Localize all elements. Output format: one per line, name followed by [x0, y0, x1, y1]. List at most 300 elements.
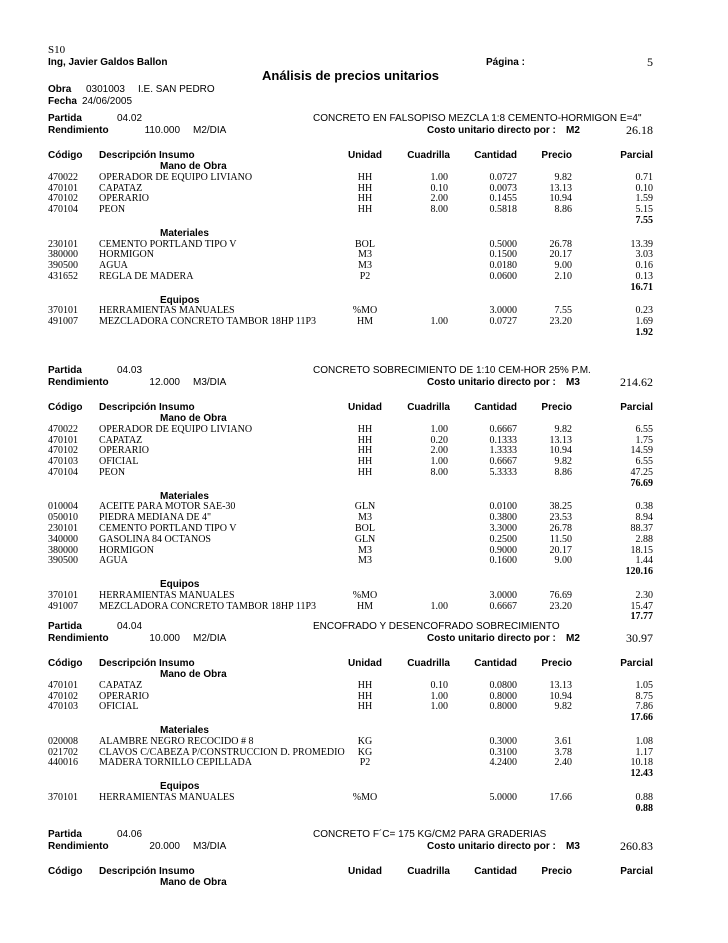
cell-cantidad: 0.0073 — [489, 182, 517, 194]
col-cuadrilla: Cuadrilla — [407, 866, 450, 877]
rendimiento-label: Rendimiento — [48, 125, 109, 136]
cell-unidad: HH — [357, 182, 373, 194]
cell-descripcion: HORMIGON — [99, 544, 154, 556]
col-cantidad: Cantidad — [474, 150, 517, 161]
partida-label: Partida — [48, 621, 82, 632]
table-row — [0, 172, 728, 183]
table-row — [0, 512, 728, 523]
cell-unidad: HH — [357, 171, 373, 183]
cell-cantidad: 0.6667 — [489, 600, 517, 612]
cell-descripcion: PEON — [99, 204, 126, 216]
partida-description: CONCRETO SOBRECIMIENTO DE 1:10 CEM-HOR 25% P.M. — [313, 365, 591, 376]
cell-unidad: %MO — [352, 589, 378, 601]
cell-cantidad: 5.3333 — [489, 467, 517, 478]
table-row — [0, 757, 728, 768]
cell-parcial: 0.71 — [635, 171, 653, 183]
cell-codigo: 470104 — [48, 204, 78, 216]
cell-codigo: 431652 — [48, 271, 78, 282]
cell-descripcion: CEMENTO PORTLAND TIPO V — [99, 523, 237, 534]
group-title: Mano de Obra — [160, 413, 227, 424]
cell-cantidad: 0.3800 — [489, 512, 517, 524]
cell-descripcion: OPERARIO — [99, 193, 150, 205]
cell-precio: 76.69 — [549, 589, 572, 601]
cell-codigo: 440016 — [48, 757, 78, 769]
table-row — [0, 271, 728, 282]
cell-descripcion: OPERARIO — [99, 690, 150, 702]
partida-code: 04.02 — [117, 113, 143, 124]
cell-cantidad: 0.0727 — [489, 171, 517, 183]
cell-parcial: 1.44 — [635, 555, 653, 567]
cell-unidad: P2 — [359, 757, 371, 769]
group-title: Materiales — [160, 490, 209, 502]
table-row — [0, 601, 728, 612]
partida-code: 04.06 — [117, 829, 143, 840]
table-row — [0, 534, 728, 545]
cell-precio: 20.17 — [549, 249, 572, 261]
cell-unidad: P2 — [359, 271, 371, 282]
cell-cuadrilla: 2.00 — [430, 193, 448, 205]
cell-codigo: 370101 — [48, 305, 78, 317]
table-row — [0, 305, 728, 316]
cell-parcial: 8.94 — [635, 512, 653, 524]
col-cuadrilla: Cuadrilla — [407, 658, 450, 669]
cell-unidad: GLN — [354, 533, 376, 545]
table-row — [0, 545, 728, 556]
cell-cuadrilla: 8.00 — [430, 467, 448, 478]
group-subtotal: 120.16 — [625, 566, 653, 578]
obra-label: Obra — [48, 84, 72, 95]
cell-cantidad: 3.0000 — [489, 305, 517, 317]
cell-precio: 3.78 — [554, 746, 572, 758]
cell-precio: 23.20 — [549, 316, 572, 328]
cell-unidad: HH — [357, 434, 373, 446]
table-row — [0, 239, 728, 250]
cell-descripcion: GASOLINA 84 OCTANOS — [99, 533, 211, 545]
table-row — [0, 183, 728, 194]
partida-description: ENCOFRADO Y DESENCOFRADO SOBRECIMIENTO — [313, 621, 560, 632]
col-parcial: Parcial — [620, 402, 653, 413]
cell-parcial: 0.16 — [635, 260, 653, 272]
cell-parcial: 88.37 — [630, 523, 653, 534]
cell-codigo: 470101 — [48, 434, 78, 446]
cell-parcial: 2.88 — [635, 533, 653, 545]
rendimiento-value: 110.000 — [144, 125, 180, 136]
cell-precio: 9.00 — [554, 260, 572, 272]
costo-label: Costo unitario directo por : — [427, 377, 556, 388]
cell-unidad: HH — [357, 679, 373, 691]
table-row — [0, 435, 728, 446]
cell-unidad: HH — [357, 456, 373, 468]
table-row — [0, 792, 728, 803]
cell-cuadrilla: 1.00 — [430, 171, 448, 183]
fecha-value: 24/06/2005 — [82, 96, 133, 107]
rendimiento-unit: M2/DIA — [193, 633, 227, 644]
col-unidad: Unidad — [348, 402, 382, 413]
cell-parcial: 8.75 — [635, 690, 653, 702]
cell-parcial: 0.38 — [635, 501, 653, 513]
cell-parcial: 6.55 — [635, 456, 653, 468]
cell-cantidad: 0.0180 — [489, 260, 517, 272]
cell-precio: 2.10 — [554, 271, 572, 282]
cell-precio: 23.20 — [549, 600, 572, 612]
cell-descripcion: ACEITE PARA MOTOR SAE-30 — [99, 501, 236, 513]
cell-descripcion: REGLA DE MADERA — [99, 271, 194, 282]
partida-code: 04.03 — [117, 365, 143, 376]
table-row — [0, 260, 728, 271]
cell-descripcion: CAPATAZ — [99, 679, 143, 691]
cell-unidad: M3 — [358, 249, 372, 261]
col-cuadrilla: Cuadrilla — [407, 402, 450, 413]
cell-parcial: 0.10 — [635, 182, 653, 194]
cell-codigo: 230101 — [48, 523, 78, 534]
table-row — [0, 691, 728, 702]
group-title: Equipos — [160, 781, 200, 792]
cell-unidad: HH — [357, 467, 373, 478]
rendimiento-unit: M3/DIA — [193, 841, 227, 852]
cell-cuadrilla: 0.10 — [430, 679, 448, 691]
cell-unidad: KG — [357, 735, 373, 747]
costo-label: Costo unitario directo por : — [427, 841, 556, 852]
cell-cantidad: 3.0000 — [489, 589, 517, 601]
cell-parcial: 7.86 — [635, 701, 653, 713]
cell-parcial: 0.88 — [635, 791, 653, 803]
page-number: 5 — [647, 55, 653, 69]
cell-unidad: M3 — [358, 260, 372, 272]
table-row — [0, 501, 728, 512]
cell-descripcion: MEZCLADORA CONCRETO TAMBOR 18HP 11P3 — [99, 600, 317, 612]
costo-unit: M3 — [566, 841, 580, 852]
table-row — [0, 204, 728, 215]
cell-descripcion: AGUA — [99, 555, 128, 567]
cell-descripcion: AGUA — [99, 260, 128, 272]
group-subtotal: 76.69 — [630, 477, 653, 489]
cell-cantidad: 0.5000 — [489, 238, 517, 250]
cell-parcial: 10.18 — [630, 757, 653, 769]
cell-parcial: 47.25 — [630, 467, 653, 478]
col-descripcion: Descripción Insumo — [99, 402, 195, 413]
partida-code: 04.04 — [117, 621, 143, 632]
partida-label: Partida — [48, 365, 82, 376]
cell-parcial: 1.08 — [635, 735, 653, 747]
cell-descripcion: OFICIAL — [99, 701, 139, 713]
cell-precio: 13.13 — [549, 182, 572, 194]
column-header — [0, 402, 728, 414]
cell-precio: 2.40 — [554, 757, 572, 769]
rendimiento-value: 10.000 — [149, 633, 180, 644]
costo-label: Costo unitario directo por : — [427, 633, 556, 644]
cell-precio: 10.94 — [549, 445, 572, 457]
cell-parcial: 6.55 — [635, 423, 653, 435]
cell-precio: 13.13 — [549, 434, 572, 446]
cell-cuadrilla: 2.00 — [430, 445, 448, 457]
cell-precio: 11.50 — [549, 533, 572, 545]
cell-unidad: KG — [357, 746, 373, 758]
cell-precio: 23.53 — [549, 512, 572, 524]
table-row — [0, 701, 728, 712]
cell-precio: 9.82 — [554, 456, 572, 468]
cell-unidad: M3 — [358, 555, 372, 567]
cell-codigo: 050010 — [48, 512, 78, 524]
col-parcial: Parcial — [620, 658, 653, 669]
cell-cuadrilla: 8.00 — [430, 204, 448, 216]
cell-descripcion: OFICIAL — [99, 456, 139, 468]
group-subtotal: 7.55 — [635, 215, 653, 226]
cell-unidad: %MO — [352, 305, 378, 317]
cell-descripcion: CAPATAZ — [99, 182, 143, 194]
cell-cantidad: 0.0800 — [489, 679, 517, 691]
fecha-label: Fecha — [48, 96, 77, 107]
cell-precio: 26.78 — [549, 523, 572, 534]
rendimiento-label: Rendimiento — [48, 841, 109, 852]
table-row — [0, 523, 728, 534]
cell-cuadrilla: 1.00 — [430, 690, 448, 702]
group-subtotal: 1.92 — [635, 327, 653, 338]
cell-codigo: 380000 — [48, 544, 78, 556]
cell-descripcion: CAPATAZ — [99, 434, 143, 446]
cell-codigo: 010004 — [48, 501, 78, 513]
cell-precio: 8.86 — [554, 467, 572, 478]
column-header — [0, 658, 728, 670]
cell-codigo: 230101 — [48, 238, 78, 250]
partida-description: CONCRETO F´C= 175 KG/CM2 PARA GRADERIAS — [313, 829, 547, 840]
col-parcial: Parcial — [620, 866, 653, 877]
group-title: Mano de Obra — [160, 877, 227, 888]
costo-value: 260.83 — [620, 839, 653, 853]
cell-parcial: 15.47 — [630, 600, 653, 612]
cell-codigo: 470103 — [48, 456, 78, 468]
cell-precio: 9.00 — [554, 555, 572, 567]
group-subtotal: 12.43 — [630, 768, 653, 780]
cell-precio: 3.61 — [554, 735, 572, 747]
col-descripcion: Descripción Insumo — [99, 658, 195, 669]
cell-parcial: 0.13 — [635, 271, 653, 282]
cell-descripcion: OPERARIO — [99, 445, 150, 457]
column-header — [0, 866, 728, 878]
cell-unidad: HM — [356, 600, 374, 612]
page-title: Análisis de precios unitarios — [262, 68, 439, 83]
cell-parcial: 1.75 — [635, 434, 653, 446]
cell-cuadrilla: 1.00 — [430, 316, 448, 328]
cell-codigo: 470022 — [48, 171, 78, 183]
cell-precio: 9.82 — [554, 423, 572, 435]
cell-descripcion: HERRAMIENTAS MANUALES — [99, 589, 235, 601]
cell-precio: 9.82 — [554, 171, 572, 183]
cell-cantidad: 1.3333 — [489, 445, 517, 457]
cell-codigo: 380000 — [48, 249, 78, 261]
table-row — [0, 424, 728, 435]
cell-codigo: 470101 — [48, 182, 78, 194]
cell-cantidad: 0.0727 — [489, 316, 517, 328]
cell-unidad: HH — [357, 701, 373, 713]
cell-unidad: BOL — [355, 523, 375, 534]
cell-cuadrilla: 1.00 — [430, 600, 448, 612]
cell-cantidad: 0.6667 — [489, 423, 517, 435]
cell-codigo: 470022 — [48, 423, 78, 435]
col-descripcion: Descripción Insumo — [99, 866, 195, 877]
cell-cuadrilla: 0.10 — [430, 182, 448, 194]
group-subtotal: 16.71 — [630, 281, 653, 293]
cell-codigo: 021702 — [48, 746, 78, 758]
cell-unidad: GLN — [354, 501, 376, 513]
col-precio: Precio — [541, 402, 572, 413]
obra-code: 0301003 — [86, 84, 125, 95]
rendimiento-value: 20.000 — [149, 841, 180, 852]
table-row — [0, 193, 728, 204]
rendimiento-value: 12.000 — [149, 377, 180, 388]
cell-cantidad: 0.0100 — [489, 501, 517, 513]
cell-codigo: 470102 — [48, 193, 78, 205]
table-row — [0, 736, 728, 747]
col-parcial: Parcial — [620, 150, 653, 161]
group-title: Mano de Obra — [160, 161, 227, 172]
col-precio: Precio — [541, 866, 572, 877]
cell-cantidad: 0.1455 — [489, 193, 517, 205]
cell-codigo: 491007 — [48, 600, 78, 612]
cell-parcial: 1.69 — [635, 316, 653, 328]
cell-parcial: 13.39 — [630, 238, 653, 250]
cell-codigo: 340000 — [48, 533, 78, 545]
col-precio: Precio — [541, 150, 572, 161]
cell-unidad: HH — [357, 204, 373, 216]
table-row — [0, 680, 728, 691]
cell-unidad: HH — [357, 690, 373, 702]
partida-description: CONCRETO EN FALSOPISO MEZCLA 1:8 CEMENTO-HORMIGON E=4" — [313, 113, 642, 124]
cell-descripcion: HERRAMIENTAS MANUALES — [99, 305, 235, 317]
cell-parcial: 2.30 — [635, 589, 653, 601]
costo-label: Costo unitario directo por : — [427, 125, 556, 136]
cell-parcial: 1.05 — [635, 679, 653, 691]
cell-cantidad: 0.0600 — [489, 271, 517, 282]
group-title: Materiales — [160, 725, 209, 736]
cell-cantidad: 0.8000 — [489, 690, 517, 702]
cell-cuadrilla: 1.00 — [430, 701, 448, 713]
cell-unidad: HH — [357, 445, 373, 457]
cell-cantidad: 0.1333 — [489, 434, 517, 446]
col-cantidad: Cantidad — [474, 658, 517, 669]
group-title: Mano de Obra — [160, 669, 227, 680]
cell-descripcion: PEON — [99, 467, 126, 478]
cell-cuadrilla: 1.00 — [430, 456, 448, 468]
cell-codigo: 390500 — [48, 260, 78, 272]
cell-unidad: HH — [357, 193, 373, 205]
cell-unidad: BOL — [355, 238, 375, 250]
cell-cantidad: 5.0000 — [489, 791, 517, 803]
group-title: Equipos — [160, 579, 200, 590]
col-unidad: Unidad — [348, 150, 382, 161]
cell-parcial: 1.59 — [635, 193, 653, 205]
col-codigo: Código — [48, 866, 83, 877]
cell-descripcion: MEZCLADORA CONCRETO TAMBOR 18HP 11P3 — [99, 316, 317, 328]
cell-cuadrilla: 0.20 — [430, 434, 448, 446]
cell-unidad: HM — [356, 316, 374, 328]
cell-precio: 10.94 — [549, 690, 572, 702]
cell-codigo: 470102 — [48, 445, 78, 457]
costo-value: 214.62 — [620, 375, 653, 389]
cell-unidad: %MO — [352, 791, 378, 803]
cell-descripcion: ALAMBRE NEGRO RECOCIDO # 8 — [99, 735, 254, 747]
column-header — [0, 150, 728, 162]
sheet-id: S10 — [48, 44, 66, 56]
col-unidad: Unidad — [348, 866, 382, 877]
cell-precio: 10.94 — [549, 193, 572, 205]
cell-cantidad: 4.2400 — [489, 757, 517, 769]
cell-cantidad: 0.3100 — [489, 746, 517, 758]
cell-cantidad: 0.5818 — [489, 204, 517, 216]
cell-codigo: 470101 — [48, 679, 78, 691]
table-row — [0, 747, 728, 758]
cell-unidad: M3 — [358, 544, 372, 556]
partida-label: Partida — [48, 113, 82, 124]
costo-unit: M2 — [566, 633, 580, 644]
cell-codigo: 020008 — [48, 735, 78, 747]
costo-value: 26.18 — [626, 123, 653, 137]
cell-cantidad: 0.1600 — [489, 555, 517, 567]
cell-precio: 26.78 — [549, 238, 572, 250]
cell-cuadrilla: 1.00 — [430, 423, 448, 435]
cell-descripcion: OPERADOR DE EQUIPO LIVIANO — [99, 423, 253, 435]
cell-unidad: HH — [357, 423, 373, 435]
cell-codigo: 370101 — [48, 589, 78, 601]
cell-cantidad: 0.1500 — [489, 249, 517, 261]
rendimiento-unit: M3/DIA — [193, 377, 227, 388]
rendimiento-label: Rendimiento — [48, 377, 109, 388]
cell-codigo: 390500 — [48, 555, 78, 567]
col-precio: Precio — [541, 658, 572, 669]
col-cantidad: Cantidad — [474, 402, 517, 413]
rendimiento-label: Rendimiento — [48, 633, 109, 644]
costo-unit: M2 — [566, 125, 580, 136]
cell-cantidad: 3.3000 — [489, 523, 517, 534]
cell-precio: 7.55 — [554, 305, 572, 317]
cell-descripcion: MADERA TORNILLO CEPILLADA — [99, 757, 252, 769]
col-descripcion: Descripción Insumo — [99, 150, 195, 161]
group-title: Materiales — [160, 227, 209, 239]
group-subtotal: 17.66 — [630, 712, 653, 724]
cell-parcial: 3.03 — [635, 249, 653, 261]
page-label: Página : — [486, 57, 525, 68]
table-row — [0, 456, 728, 467]
cell-cantidad: 0.6667 — [489, 456, 517, 468]
cell-codigo: 470103 — [48, 701, 78, 713]
obra-name: I.E. SAN PEDRO — [138, 84, 215, 95]
cell-codigo: 491007 — [48, 316, 78, 328]
cell-descripcion: HORMIGON — [99, 249, 154, 261]
cell-unidad: M3 — [358, 512, 372, 524]
cell-codigo: 370101 — [48, 791, 78, 803]
cell-descripcion: HERRAMIENTAS MANUALES — [99, 791, 235, 803]
partida-label: Partida — [48, 829, 82, 840]
table-row — [0, 249, 728, 260]
col-cantidad: Cantidad — [474, 866, 517, 877]
cell-precio: 38.25 — [549, 501, 572, 513]
cell-parcial: 18.15 — [630, 544, 653, 556]
cell-cantidad: 0.3000 — [489, 735, 517, 747]
cell-descripcion: PIEDRA MEDIANA DE 4" — [99, 512, 212, 524]
group-title: Equipos — [160, 294, 200, 306]
cell-codigo: 470104 — [48, 467, 78, 478]
group-subtotal: 0.88 — [635, 802, 653, 814]
cell-precio: 9.82 — [554, 701, 572, 713]
cell-parcial: 1.17 — [635, 746, 653, 758]
group-subtotal: 17.77 — [630, 611, 653, 623]
cell-precio: 20.17 — [549, 544, 572, 556]
cell-precio: 17.66 — [549, 791, 572, 803]
cell-parcial: 5.15 — [635, 204, 653, 216]
table-row — [0, 555, 728, 566]
cell-parcial: 14.59 — [630, 445, 653, 457]
table-row — [0, 590, 728, 601]
col-codigo: Código — [48, 150, 83, 161]
